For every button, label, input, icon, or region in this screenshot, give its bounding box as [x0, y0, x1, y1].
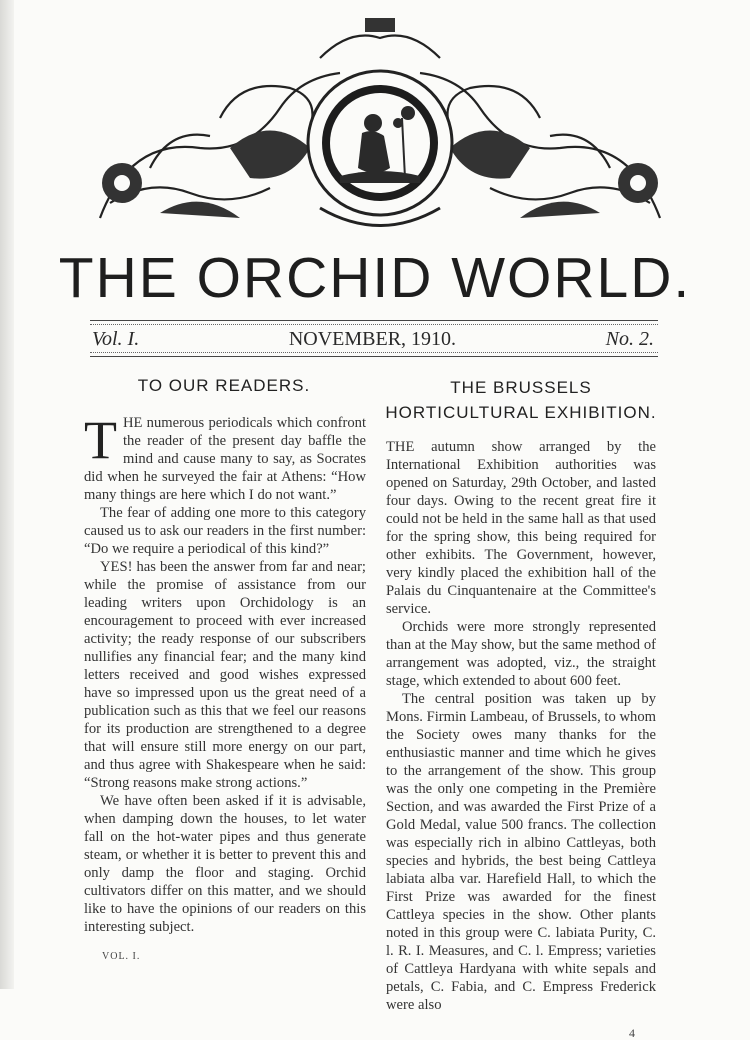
issue-date: NOVEMBER, 1910. — [288, 328, 457, 350]
left-article-body — [84, 410, 366, 964]
signature-mark: VOL. I. — [102, 951, 141, 962]
drop-cap: T — [84, 410, 117, 470]
paragraph: Orchids were more strongly represented than at the May show, but the same method of arrangement was adopted, viz., the straight stage, which extended to about 600 feet. — [386, 619, 656, 689]
volume-label: Vol. I. — [92, 328, 140, 350]
issue-number: No. 2. — [605, 328, 654, 350]
right-article-heading-line2: HORTICULTURAL EXHIBITION. — [385, 403, 657, 422]
publication-title: THE ORCHID WORLD. — [58, 246, 692, 310]
masthead-rule-bottom-dotted — [90, 352, 658, 353]
paragraph: The fear of adding one more to this category caused us to ask our readers in the first number: “Do we require a periodical of this kind?” — [84, 505, 366, 557]
masthead-rule-top — [90, 320, 658, 321]
masthead-rule-bottom — [90, 356, 658, 357]
ornamental-header-illustration — [90, 18, 670, 243]
issue-line — [92, 328, 654, 350]
paragraph: We have often been asked if it is advisable, when damping down the houses, to let water fall on the hot-water pipes and thus generate steam, or whether it is better to prevent this and only damp the floor and staging. Orchid cultivators differ on this matter, and we should like to have the opinions of our readers on this interesting subject. — [84, 793, 366, 935]
paragraph: THE autumn show arranged by the International Exhibition authorities was opened on Saturday, 29th October, and lasted four days. Owing to the recent great fire it could not be held in the same hall as that used for the spring show, this being required for other exhibits. The Government, however, very kindly placed the exhibition hall of the Palais du Cinquantenaire at the Committee's service. — [386, 439, 656, 617]
paragraph: THE numerous periodicals which confront the reader of the present day baffle the mind and cause many to say, as Socrates did when he surveyed the fair at Athens: “How many things are here which I do not want.” — [84, 410, 366, 503]
left-article-heading: TO OUR READERS. — [137, 376, 311, 395]
page-number: 4 — [629, 1026, 636, 1040]
paragraph: The central position was taken up by Mons. Firmin Lambeau, of Brussels, to whom the Society owes many thanks for the enthusiastic manner and time which he gives to the arrangement of the show. This group was the only one competing in the Première Section, and was awarded the First Prize of a Gold Medal, value 500 francs. The collection was especially rich in albino Cattleyas, both species and hybrids, the best being Cattleya labiata alba var. Harefield Hall, to which the First Prize was awarded for the finest Cattleya species in the show. Other plants noted in this group were C. labiata Purity, C. l. R. I. Measures, and C. l. Empress; varieties of Cattleya Hardyana with white sepals and petals, C. Fabia, and C. Empress Frederick were also — [386, 691, 656, 1013]
scan-edge — [0, 0, 14, 989]
right-article-body — [386, 438, 656, 1040]
right-article-heading-line1: THE BRUSSELS — [450, 378, 592, 397]
paragraph: YES! has been the answer from far and near; while the promise of assistance from our leading writers upon Orchidology is an encouragement to proceed with ever increased activity; the ready response of our subscribers nullifies any financial fear; and the many kind letters received and good wishes expressed have so impressed upon us the great need of a publication such as this that we feel our reasons for its production are strengthened to a degree that will ensure still more energy on our part, and thus agree with Shakespeare when he said: “Strong reasons make strong actions.” — [84, 559, 366, 791]
masthead-rule-top-dotted — [90, 324, 658, 325]
